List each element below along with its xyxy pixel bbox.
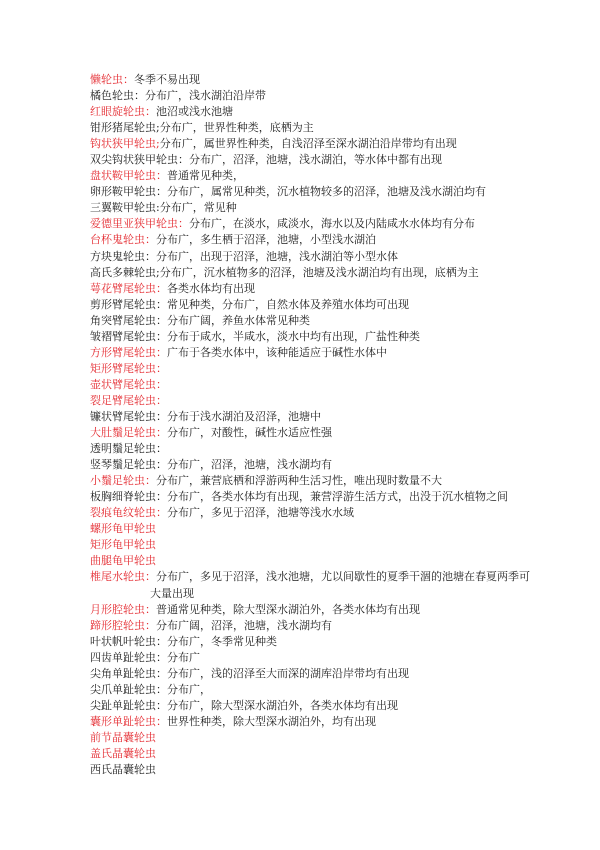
species-description: 分布广，沼泽，池塘，浅水湖泊，等水体中都有出现 xyxy=(189,153,442,167)
species-name: 橘色轮虫： xyxy=(90,89,145,103)
list-item xyxy=(90,329,580,345)
species-description: 分布广，世界性种类，底栖为主 xyxy=(159,121,314,135)
list-item xyxy=(90,88,580,104)
species-name: 蹄形腔轮虫： xyxy=(90,618,156,632)
species-description: 分布广，多见于沼泽，池塘等浅水水域 xyxy=(167,506,354,520)
list-item xyxy=(90,120,580,136)
species-name: 三翼鞍甲轮虫: xyxy=(90,201,160,215)
list-item xyxy=(90,281,580,297)
species-description: 分布广阔，沼泽，池塘，浅水湖均有 xyxy=(156,618,332,632)
list-item xyxy=(90,602,580,618)
species-name: 尖趾单趾轮虫： xyxy=(90,698,167,712)
list-item xyxy=(90,72,580,88)
species-name: 椎尾水轮虫： xyxy=(90,570,156,584)
list-item xyxy=(90,265,580,281)
list-item xyxy=(90,216,580,232)
species-description: 分布广，常见种 xyxy=(159,201,237,215)
list-item xyxy=(90,553,580,569)
species-name: 四齿单趾轮虫： xyxy=(90,650,167,664)
list-item xyxy=(90,682,580,698)
species-description: 分布广，对酸性，碱性水适应性强 xyxy=(167,426,332,440)
species-name: 角突臂尾轮虫： xyxy=(90,313,167,327)
species-description: 分布广，各类水体均有出现，兼营浮游生活方式，出没于沉水植物之间 xyxy=(167,490,508,504)
list-item xyxy=(90,537,580,553)
list-item xyxy=(90,361,580,377)
species-name: 卵形鞍甲轮虫： xyxy=(90,185,167,199)
species-description: 分布广 xyxy=(167,650,200,664)
list-item xyxy=(90,345,580,361)
list-item xyxy=(90,473,580,489)
list-item xyxy=(90,232,580,248)
species-description: 分布广， xyxy=(167,682,211,696)
species-name: 爱德里亚狭甲轮虫： xyxy=(90,217,189,231)
list-item xyxy=(90,136,580,152)
species-name: 钳形猪尾轮虫; xyxy=(90,121,160,135)
species-name: 前节晶囊轮虫 xyxy=(90,730,156,744)
list-item xyxy=(90,457,580,473)
species-name: 红眼旋轮虫： xyxy=(90,105,156,119)
species-description: 分布广，多生栖于沼泽，池塘，小型浅水湖泊 xyxy=(156,233,376,247)
list-item xyxy=(90,569,580,585)
species-name: 台杯鬼轮虫： xyxy=(90,233,156,247)
list-item xyxy=(90,746,580,762)
species-name: 萼花臂尾轮虫： xyxy=(90,281,167,295)
species-description: 广布于各类水体中，该种能适应于碱性水体中 xyxy=(167,345,387,359)
species-name: 西氏晶囊轮虫 xyxy=(90,763,156,777)
list-item xyxy=(90,200,580,216)
species-name: 双尖钩状狭甲轮虫： xyxy=(90,153,189,167)
list-item xyxy=(90,650,580,666)
list-item xyxy=(90,762,580,778)
list-item xyxy=(90,168,580,184)
species-description: 普通常见种类， xyxy=(167,169,244,183)
list-item xyxy=(90,409,580,425)
list-item xyxy=(90,714,580,730)
list-item xyxy=(90,666,580,682)
species-name: 方块鬼轮虫： xyxy=(90,249,156,263)
species-name: 尖角单趾轮虫： xyxy=(90,666,167,680)
species-description: 池沼或浅水池塘 xyxy=(156,105,233,119)
species-description: 普通常见种类，除大型深水湖泊外，各类水体均有出现 xyxy=(156,602,420,616)
species-description: 分布广阔，养鱼水体常见种类 xyxy=(167,313,310,327)
species-name: 矩形龟甲轮虫 xyxy=(90,538,156,552)
species-name: 裂足臂尾轮虫： xyxy=(90,393,167,407)
species-description: 大量出现 xyxy=(150,586,194,600)
species-description: 分布广，沉水植物多的沼泽，池塘及浅水湖泊均有出现，底栖为主 xyxy=(159,265,479,279)
list-item xyxy=(90,249,580,265)
species-description: 分布广，除大型深水湖泊外，各类水体均有出现 xyxy=(167,698,398,712)
species-description: 分布广，兼营底栖和浮游两种生活习性，唯出现时数量不大 xyxy=(156,474,442,488)
species-name: 透明鬚足轮虫： xyxy=(90,442,167,456)
species-name: 尖爪单趾轮虫： xyxy=(90,682,167,696)
list-item xyxy=(90,698,580,714)
species-name: 懒轮虫： xyxy=(90,73,134,86)
list-item xyxy=(90,505,580,521)
list-item xyxy=(90,313,580,329)
species-description: 分布广，出现于沼泽，池塘，浅水湖泊等小型水体 xyxy=(156,249,398,263)
species-name: 钩状狭甲轮虫; xyxy=(90,137,160,151)
species-description: 冬季不易出现 xyxy=(134,73,200,86)
species-description: 分布于咸水，半咸水，淡水中均有出现，广盐性种类 xyxy=(167,329,420,343)
species-description: 各类水体均有出现 xyxy=(167,281,255,295)
list-item xyxy=(90,104,580,120)
species-name: 月形腔轮虫： xyxy=(90,602,156,616)
species-name: 高氏多棘轮虫; xyxy=(90,265,160,279)
list-item xyxy=(90,393,580,409)
list-item xyxy=(90,152,580,168)
species-description: 分布广，沼泽，池塘，浅水湖均有 xyxy=(167,458,332,472)
list-item xyxy=(90,634,580,650)
species-list xyxy=(90,72,580,778)
list-item xyxy=(90,184,580,200)
species-name: 大肚鬚足轮虫： xyxy=(90,426,167,440)
species-description: 分布广，属世界性种类，自浅沼泽至深水湖泊沿岸带均有出现 xyxy=(159,137,457,151)
species-name: 螺形龟甲轮虫 xyxy=(90,522,156,536)
species-name: 裂痕龟纹轮虫： xyxy=(90,506,167,520)
list-item xyxy=(90,377,580,393)
species-name: 板胸细脊轮虫： xyxy=(90,490,167,504)
species-name: 竖琴鬚足轮虫： xyxy=(90,458,167,472)
list-item xyxy=(90,521,580,537)
species-name: 皱褶臂尾轮虫： xyxy=(90,329,167,343)
list-item xyxy=(90,297,580,313)
species-description: 分布广，多见于沼泽，浅水池塘，尤以间歇性的夏季干涸的池塘在春夏两季可 xyxy=(156,570,530,584)
list-item-continuation xyxy=(90,586,580,602)
species-name: 曲腿龟甲轮虫 xyxy=(90,554,156,568)
list-item xyxy=(90,425,580,441)
species-name: 矩形臂尾轮虫： xyxy=(90,361,167,375)
species-name: 盖氏晶囊轮虫 xyxy=(90,746,156,760)
species-name: 小鬚足轮虫： xyxy=(90,474,156,488)
species-name: 镰状臂尾轮虫： xyxy=(90,409,167,423)
species-description: 分布广，在淡水，咸淡水，海水以及内陆咸水水体均有分布 xyxy=(189,217,475,231)
species-description: 世界性种类，除大型深水湖泊外，均有出现 xyxy=(167,714,376,728)
list-item xyxy=(90,489,580,505)
species-name: 壶状臂尾轮虫： xyxy=(90,377,167,391)
species-name: 方形臂尾轮虫： xyxy=(90,345,167,359)
list-item xyxy=(90,618,580,634)
species-description: 分布广，浅水湖泊沿岸带 xyxy=(145,89,266,103)
species-description: 分布广，冬季常见种类 xyxy=(167,634,277,648)
list-item xyxy=(90,730,580,746)
species-description: 分布广，属常见种类，沉水植物较多的沼泽，池塘及浅水湖泊均有 xyxy=(167,185,486,199)
species-description: 分布于浅水湖泊及沼泽，池塘中 xyxy=(167,409,321,423)
species-description: 常见种类，分布广，自然水体及养殖水体均可出现 xyxy=(167,297,409,311)
species-name: 叶状帆叶轮虫： xyxy=(90,634,167,648)
species-description: 分布广，浅的沼泽至大而深的湖库沿岸带均有出现 xyxy=(167,666,409,680)
species-name: 盘状鞍甲轮虫： xyxy=(90,169,167,183)
species-name: 剪形臂尾轮虫： xyxy=(90,297,167,311)
list-item xyxy=(90,441,580,457)
species-name: 囊形单趾轮虫： xyxy=(90,714,167,728)
